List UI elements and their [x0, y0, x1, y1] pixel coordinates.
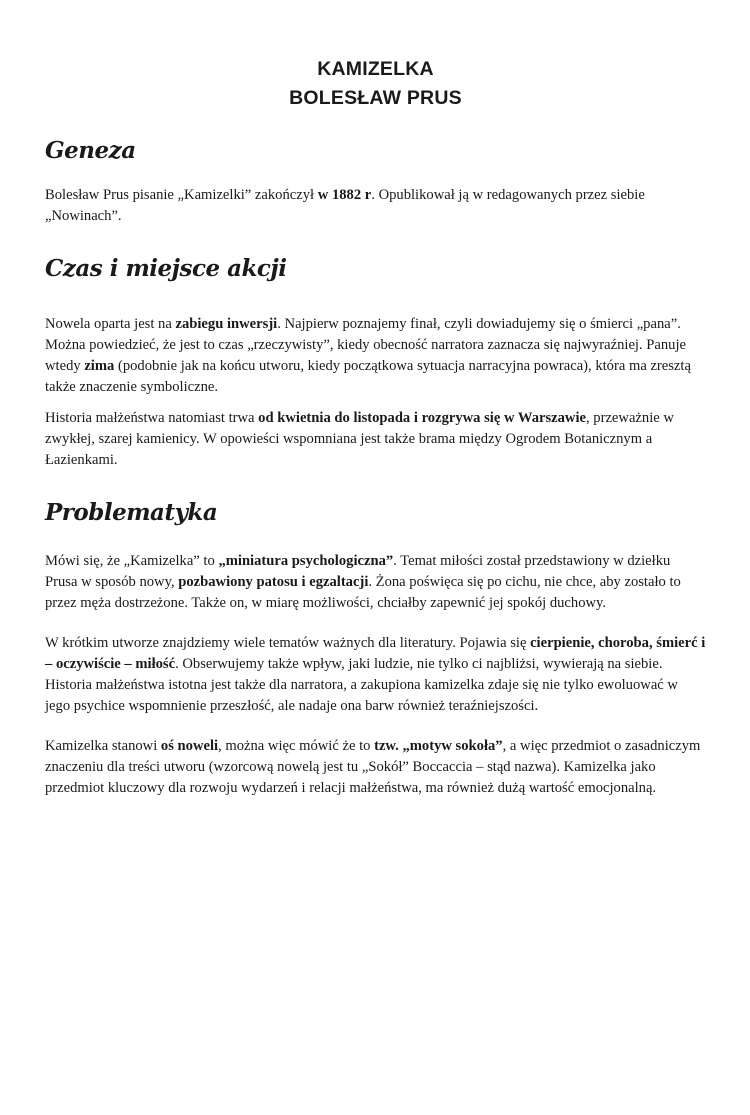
- text-run: , można więc mówić że to: [218, 738, 375, 754]
- text-run: Mówi się, że „Kamizelka” to: [45, 553, 219, 569]
- heading-problematyka: Problematyka: [45, 499, 218, 526]
- paragraph-geneza: [45, 185, 706, 227]
- bold-run: zima: [84, 358, 115, 374]
- text-run: , przeważnie w zwykłej, szarej kamienicy. W opowieści wspomniana jest także brama między Ogrodem Botanicznym a Łazienkami.: [45, 410, 674, 468]
- text-run: . Opublikował ją w redagowanych przez siebie „Nowinach”.: [45, 187, 645, 224]
- text-run: , a więc przedmiot o zasadniczym znaczeniu dla treści utworu (wzorcową nowelą jest tu „Sokół” Boccaccia – stąd nazwa). Kamizelka jako przedmiot kluczowy dla rozwoju wydarzeń i relacji małżeństwa, ma również dużą wartość emocjonalną.: [45, 738, 701, 796]
- text-run: Historia małżeństwa natomiast trwa: [45, 410, 259, 426]
- bold-run: pozbawiony patosu i egzaltacji: [178, 574, 369, 590]
- paragraph-problematyka-1: [45, 551, 706, 614]
- title-line-2: BOLESŁAW PRUS: [289, 87, 462, 109]
- bold-run: oś noweli: [160, 738, 219, 754]
- text-run: Bolesław Prus pisanie „Kamizelki” zakończył: [45, 187, 318, 203]
- text-run: . Obserwujemy także wpływ, jaki ludzie, nie tylko ci najbliżsi, wywierają na siebie. Historia małżeństwa istotna jest także dla narratora, a zakupiona kamizelka zdaje się nie tylko ewoluować w jego psychice wspomnienie przeszłość, ale nadaje ona barw również teraźniejszości.: [45, 656, 678, 714]
- text-run: (podobnie jak na końcu utworu, kiedy początkowa sytuacja narracyjna powraca), która ma zresztą także znaczenie symboliczne.: [45, 358, 691, 395]
- heading-geneza: Geneza: [45, 137, 136, 164]
- text-run: . Najpierw poznajemy finał, czyli dowiadujemy się o śmierci „pana”. Można powiedzieć, że jest to czas „rzeczywisty”, kiedy obecność narratora zaznacza się najwyraźniej. Panuje wtedy: [45, 316, 686, 374]
- paragraph-problematyka-3: [45, 736, 706, 799]
- paragraph-czas-2: [45, 408, 706, 471]
- text-run: . Żona poświęca się po cichu, nie chce, aby zostało to przez męża dostrzeżone. Także on, w miarę możliwości, chciałby zapewnić jej spokój duchowy.: [45, 574, 681, 611]
- document-page: [0, 55, 750, 1115]
- bold-run: w 1882 r: [317, 187, 372, 203]
- text-run: . Temat miłości został przedstawiony w dziełku Prusa w sposób nowy,: [45, 553, 671, 590]
- bold-run: cierpienie, choroba, śmierć i – oczywiście – miłość: [45, 635, 706, 672]
- paragraph-problematyka-2: [45, 633, 706, 717]
- document-title: [45, 55, 706, 113]
- heading-czas-i-miejsce: Czas i miejsce akcji: [45, 255, 287, 282]
- text-run: W krótkim utworze znajdziemy wiele tematów ważnych dla literatury. Pojawia się: [45, 635, 531, 651]
- bold-run: zabiegu inwersji: [175, 316, 278, 332]
- text-run: Kamizelka stanowi: [45, 738, 161, 754]
- title-line-1: KAMIZELKA: [317, 58, 434, 80]
- bold-run: tzw. „motyw sokoła”: [374, 738, 503, 754]
- bold-run: „miniatura psychologiczna”: [218, 553, 394, 569]
- paragraph-czas-1: [45, 314, 706, 398]
- text-run: Nowela oparta jest na: [45, 316, 176, 332]
- bold-run: od kwietnia do listopada i rozgrywa się w Warszawie: [258, 410, 586, 426]
